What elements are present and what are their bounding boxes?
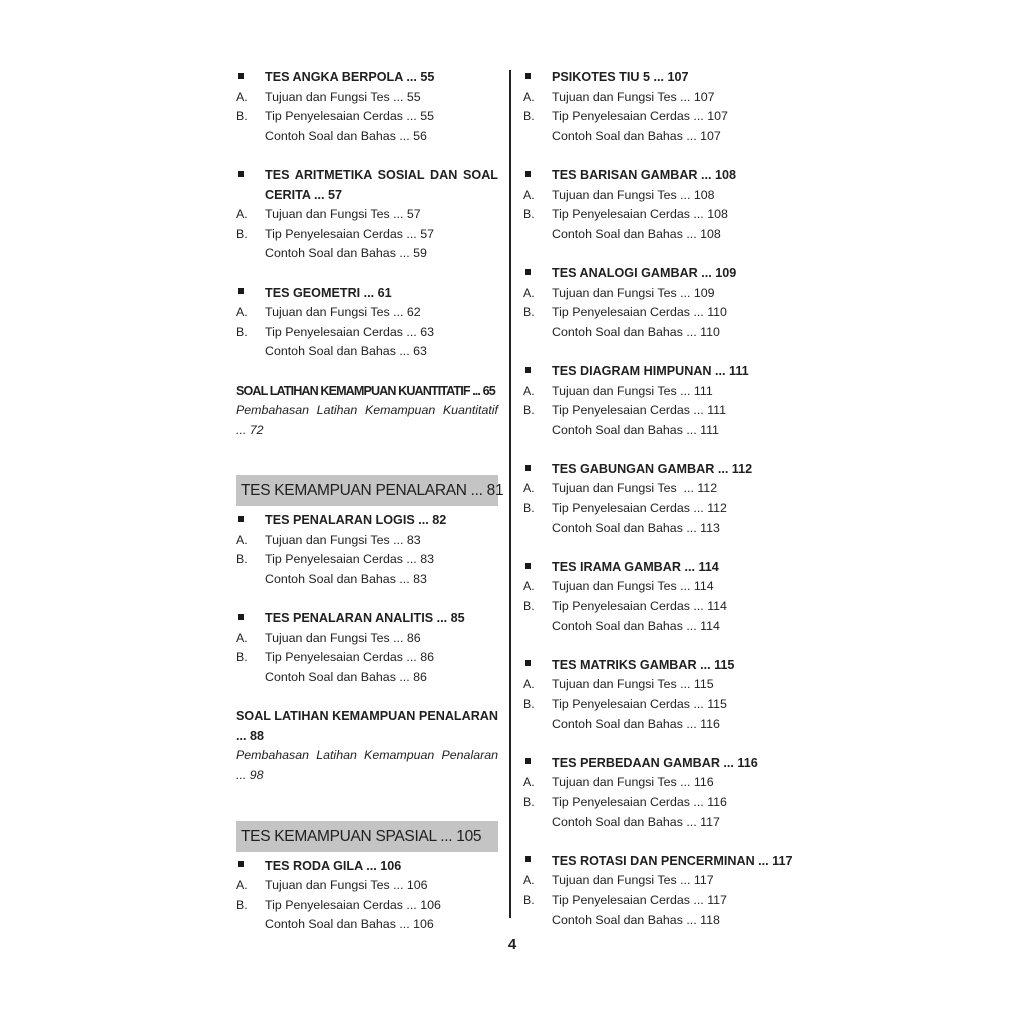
toc-heading: PSIKOTES TIU 5 ... 107 (523, 68, 798, 88)
bullet-icon (523, 460, 552, 480)
toc-right-column (523, 68, 798, 930)
toc-subtitle: Pembahasan Latihan Kemampuan Kuantitatif (236, 403, 498, 418)
toc-group (236, 68, 498, 146)
toc-group (523, 264, 798, 342)
soal-latihan-penalaran (236, 707, 498, 785)
toc-item: Contoh Soal dan Bahas ... 83 (265, 572, 427, 587)
column-divider (509, 70, 511, 918)
toc-item: A. Tujuan dan Fungsi Tes ... 108 (523, 187, 715, 202)
toc-heading: SOAL LATIHAN KEMAMPUAN KUANTITATIF ... 65 (236, 383, 495, 398)
toc-item: B. Tip Penyelesaian Cerdas ... 115 (523, 697, 727, 711)
toc-item: Contoh Soal dan Bahas ... 106 (265, 917, 434, 932)
toc-heading: TES BARISAN GAMBAR ... 108 (523, 166, 798, 186)
toc-heading: TES ARITMETIKA SOSIAL DAN SOAL (236, 166, 498, 186)
toc-item: A. Tujuan dan Fungsi Tes ... 115 (523, 677, 714, 692)
toc-item: Contoh Soal dan Bahas ... 114 (552, 618, 720, 633)
toc-item: Contoh Soal dan Bahas ... 59 (265, 246, 427, 261)
toc-item: Contoh Soal dan Bahas ... 63 (265, 344, 427, 359)
toc-item: A. Tujuan dan Fungsi Tes ... 117 (523, 873, 714, 888)
toc-item: B. Tip Penyelesaian Cerdas ... 108 (523, 207, 728, 222)
bullet-icon (523, 852, 552, 872)
toc-item: B. Tip Penyelesaian Cerdas ... 116 (523, 794, 727, 809)
toc-left-column (236, 68, 504, 935)
toc-group (523, 754, 798, 832)
toc-item: A. Tujuan dan Fungsi Tes ... 112 (523, 481, 718, 496)
toc-item: A. Tujuan dan Fungsi Tes ... 55 (236, 89, 421, 104)
toc-item: B. Tip Penyelesaian Cerdas ... 55 (236, 109, 434, 124)
bullet-icon (236, 166, 265, 186)
toc-heading: TES DIAGRAM HIMPUNAN ... 111 (523, 362, 798, 382)
toc-heading: TES ROTASI DAN PENCERMINAN ... 117 (523, 852, 798, 872)
toc-item: A. Tujuan dan Fungsi Tes ... 109 (523, 285, 715, 300)
toc-group (236, 166, 498, 264)
toc-heading: TES GEOMETRI ... 61 (236, 284, 498, 304)
toc-item: Contoh Soal dan Bahas ... 107 (552, 128, 721, 143)
bullet-icon (236, 511, 265, 531)
toc-item: B. Tip Penyelesaian Cerdas ... 112 (523, 501, 727, 516)
toc-group (236, 609, 498, 687)
toc-item: B. Tip Penyelesaian Cerdas ... 57 (236, 226, 434, 241)
toc-heading: TES ANALOGI GAMBAR ... 109 (523, 264, 798, 284)
toc-subtitle-continued: ... 72 (236, 422, 264, 437)
toc-group (236, 857, 498, 935)
bullet-icon (236, 284, 265, 304)
toc-group (236, 284, 498, 362)
bullet-icon (523, 656, 552, 676)
toc-item: B. Tip Penyelesaian Cerdas ... 110 (523, 305, 727, 320)
toc-heading: TES GABUNGAN GAMBAR ... 112 (523, 460, 798, 480)
toc-heading: TES IRAMA GAMBAR ... 114 (523, 558, 798, 578)
toc-heading: TES PENALARAN LOGIS ... 82 (236, 511, 498, 531)
toc-heading: TES RODA GILA ... 106 (236, 857, 498, 877)
section-header-spasial: TES KEMAMPUAN SPASIAL ... 105 (236, 821, 498, 852)
bullet-icon (236, 857, 265, 877)
toc-heading-continued: CERITA ... 57 (265, 187, 342, 202)
toc-item: Contoh Soal dan Bahas ... 110 (552, 324, 720, 339)
toc-item: A. Tujuan dan Fungsi Tes ... 106 (236, 878, 428, 893)
toc-item: A. Tujuan dan Fungsi Tes ... 107 (523, 89, 715, 104)
toc-item: Contoh Soal dan Bahas ... 118 (552, 912, 720, 927)
bullet-icon (523, 754, 552, 774)
bullet-icon (523, 558, 552, 578)
toc-item: B. Tip Penyelesaian Cerdas ... 107 (523, 109, 728, 124)
toc-item: B. Tip Penyelesaian Cerdas ... 114 (523, 599, 727, 614)
toc-subtitle-continued: ... 98 (236, 768, 264, 782)
bullet-icon (236, 609, 265, 629)
toc-heading: TES PERBEDAAN GAMBAR ... 116 (523, 754, 798, 774)
toc-heading: SOAL LATIHAN KEMAMPUAN PENALARAN (236, 709, 498, 724)
toc-heading-continued: ... 88 (236, 728, 265, 743)
bullet-icon (523, 68, 552, 88)
toc-item: Contoh Soal dan Bahas ... 56 (265, 128, 427, 143)
toc-item: Contoh Soal dan Bahas ... 86 (265, 670, 427, 685)
toc-item: A. Tujuan dan Fungsi Tes ... 83 (236, 532, 421, 547)
bullet-icon (523, 362, 552, 382)
toc-item: A. Tujuan dan Fungsi Tes ... 116 (523, 775, 714, 790)
bullet-icon (523, 166, 552, 186)
toc-group (236, 511, 498, 589)
toc-item: B. Tip Penyelesaian Cerdas ... 117 (523, 892, 727, 907)
toc-item: B. Tip Penyelesaian Cerdas ... 86 (236, 650, 434, 665)
toc-group (523, 558, 798, 636)
toc-heading: TES ANGKA BERPOLA ... 55 (236, 68, 498, 88)
toc-subtitle: Pembahasan Latihan Kemampuan Penalaran (236, 748, 498, 763)
toc-item: A. Tujuan dan Fungsi Tes ... 111 (523, 383, 713, 398)
bullet-icon (236, 68, 265, 88)
bullet-icon (523, 264, 552, 284)
toc-item: B. Tip Penyelesaian Cerdas ... 111 (523, 403, 727, 418)
toc-item: Contoh Soal dan Bahas ... 111 (552, 422, 719, 437)
toc-item: B. Tip Penyelesaian Cerdas ... 83 (236, 552, 434, 567)
toc-item: Contoh Soal dan Bahas ... 113 (552, 520, 720, 535)
toc-group (523, 852, 798, 930)
toc-group (523, 362, 798, 440)
toc-heading: TES PENALARAN ANALITIS ... 85 (236, 609, 498, 629)
soal-latihan-kuantitatif (236, 382, 498, 441)
section-header-penalaran: TES KEMAMPUAN PENALARAN ... 81 (236, 475, 498, 506)
toc-group (523, 656, 798, 734)
toc-item: A. Tujuan dan Fungsi Tes ... 114 (523, 579, 714, 594)
page-number: 4 (507, 936, 517, 953)
toc-item: Contoh Soal dan Bahas ... 108 (552, 226, 721, 241)
toc-item: Contoh Soal dan Bahas ... 116 (552, 716, 720, 731)
toc-item: A. Tujuan dan Fungsi Tes ... 57 (236, 207, 421, 222)
toc-item: Contoh Soal dan Bahas ... 117 (552, 814, 720, 829)
toc-item: A. Tujuan dan Fungsi Tes ... 62 (236, 305, 421, 320)
toc-item: A. Tujuan dan Fungsi Tes ... 86 (236, 630, 421, 645)
toc-item: B. Tip Penyelesaian Cerdas ... 106 (236, 897, 441, 912)
toc-group (523, 166, 798, 244)
toc-group (523, 68, 798, 146)
toc-item: B. Tip Penyelesaian Cerdas ... 63 (236, 324, 434, 339)
toc-heading: TES MATRIKS GAMBAR ... 115 (523, 656, 798, 676)
toc-group (523, 460, 798, 538)
